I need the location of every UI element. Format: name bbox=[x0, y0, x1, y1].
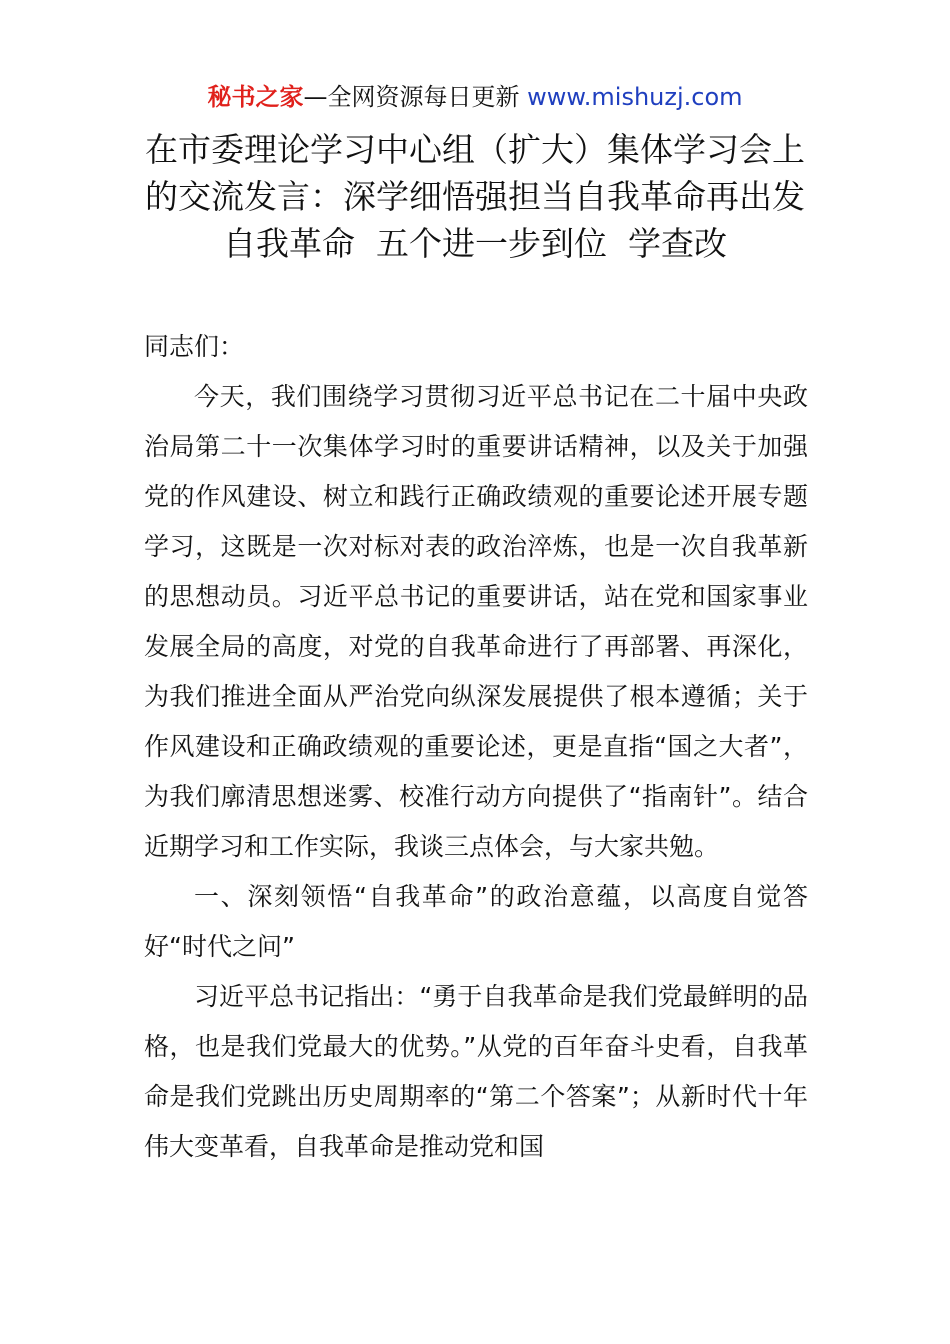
greeting: 同志们： bbox=[144, 332, 245, 361]
title-line-1: 在市委理论学习中心组（扩大）集体学习会上 bbox=[145, 130, 805, 169]
title-line-2: 的交流发言：深学细悟强担当自我革命再出发 bbox=[145, 177, 805, 216]
banner-tagline: —全网资源每日更新 bbox=[303, 83, 528, 111]
document-title bbox=[100, 126, 850, 267]
section-heading-1: 一、深刻领悟“自我革命”的政治意蕴，以高度自觉答好“时代之问” bbox=[144, 882, 808, 961]
paragraph-section-1: 习近平总书记指出：“勇于自我革命是我们党最鲜明的品格，也是我们党最大的优势。”从党的百年奋斗史看，自我革命是我们党跳出历史周期率的“第二个答案”；从新时代十年伟大变革看，自我革命是推动党和国 bbox=[144, 982, 808, 1161]
title-line-3: 自我革命 五个进一步到位 学查改 bbox=[223, 224, 727, 263]
paragraph-intro: 今天，我们围绕学习贯彻习近平总书记在二十届中央政治局第二十一次集体学习时的重要讲话精神，以及关于加强党的作风建设、树立和践行正确政绩观的重要论述开展专题学习，这既是一次对标对表的政治淬炼，也是一次自我革新的思想动员。习近平总书记的重要讲话，站在党和国家事业发展全局的高度，对党的自我革命进行了再部署、再深化，为我们推进全面从严治党向纵深发展提供了根本遵循；关于作风建设和正确政绩观的重要论述，更是直指“国之大者”，为我们廓清思想迷雾、校准行动方向提供了“指南针”。结合近期学习和工作实际，我谈三点体会，与大家共勉。 bbox=[144, 382, 808, 861]
brand-name: 秘书之家 bbox=[207, 83, 304, 111]
website-link[interactable]: www.mishuzj.com bbox=[527, 83, 743, 111]
site-banner bbox=[0, 80, 950, 114]
document-body bbox=[144, 322, 808, 1172]
